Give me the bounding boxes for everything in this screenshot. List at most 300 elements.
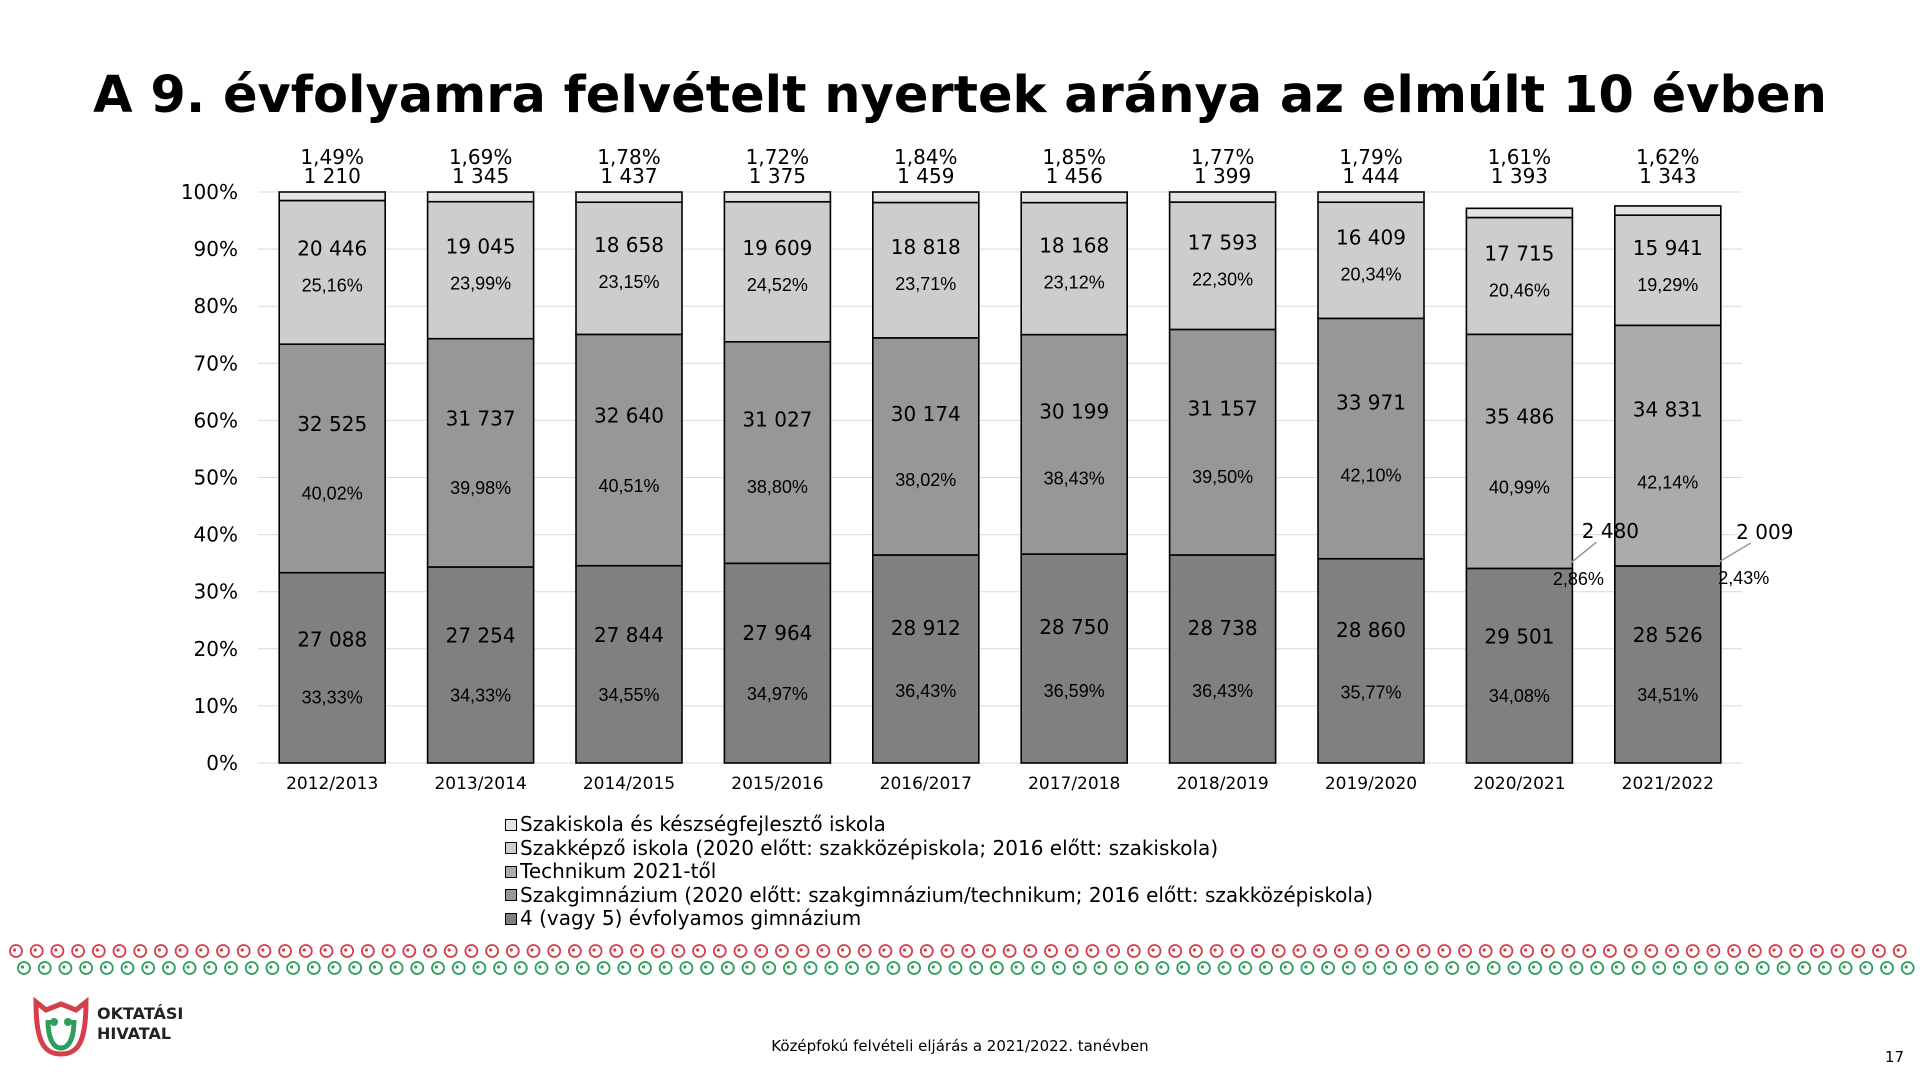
owl-pattern-icon xyxy=(176,945,188,957)
legend-item-szakgimnazium xyxy=(505,884,1373,908)
owl-pattern-icon xyxy=(411,962,423,974)
owl-pattern-icon xyxy=(639,962,651,974)
bar-segment-gimnazium xyxy=(279,573,385,763)
owl-pattern-icon xyxy=(1852,945,1864,957)
data-label-percent: 1,61% xyxy=(1487,145,1552,169)
owl-pattern-icon xyxy=(1115,962,1127,974)
owl-pattern-icon xyxy=(329,962,341,974)
bar-segment-szakkepzo xyxy=(1170,202,1276,329)
data-label-percent: 33,33% xyxy=(301,687,363,708)
owl-pattern-icon xyxy=(1322,962,1334,974)
owl-pattern-icon xyxy=(1231,945,1243,957)
owl-pattern-icon xyxy=(238,945,250,957)
data-label-percent: 34,55% xyxy=(598,684,660,705)
owl-pattern-icon xyxy=(942,945,954,957)
data-label-percent: 19,29% xyxy=(1637,274,1699,295)
owl-pattern-icon xyxy=(1542,945,1554,957)
bar-segment-szakiskola xyxy=(1170,192,1276,202)
owl-pattern-icon xyxy=(486,945,498,957)
owl-pattern-icon xyxy=(908,962,920,974)
owl-pattern-icon xyxy=(184,962,196,974)
data-label-count: 1 459 xyxy=(897,164,955,188)
data-label-percent: 1,49% xyxy=(300,145,364,169)
owl-pattern-icon xyxy=(1198,962,1210,974)
owl-pattern-icon xyxy=(300,945,312,957)
legend-label: Technikum 2021-től xyxy=(520,859,717,883)
data-label-percent: 1,62% xyxy=(1636,145,1700,169)
owl-pattern-icon xyxy=(859,945,871,957)
owl-pattern-icon xyxy=(258,945,270,957)
x-tick-label: 2020/2021 xyxy=(1473,774,1566,794)
data-label-percent: 23,15% xyxy=(598,272,660,293)
owl-pattern-icon xyxy=(1778,962,1790,974)
owl-pattern-icon xyxy=(1343,962,1355,974)
owl-pattern-icon xyxy=(1301,962,1313,974)
owl-pattern-icon xyxy=(1107,945,1119,957)
owl-pattern-icon xyxy=(1467,962,1479,974)
bar-segment-szakiskola xyxy=(1318,192,1424,202)
legend-swatch xyxy=(505,842,517,854)
bar-segment-szakgimnazium xyxy=(1170,329,1276,555)
owl-pattern-icon xyxy=(246,962,258,974)
data-label-percent: 1,69% xyxy=(448,145,513,169)
bar-segment-gimnazium xyxy=(1021,554,1127,763)
bar-segment-szakiskola xyxy=(1021,192,1127,203)
data-label-percent: 40,02% xyxy=(301,483,363,504)
data-label-percent: 42,10% xyxy=(1340,465,1402,486)
owl-pattern-icon xyxy=(391,962,403,974)
owl-pattern-icon xyxy=(631,945,643,957)
data-label-count: 30 174 xyxy=(890,401,961,426)
owl-pattern-icon xyxy=(680,962,692,974)
owl-pattern-icon xyxy=(1169,945,1181,957)
data-label-count: 27 254 xyxy=(445,623,516,648)
bar-segment-szakkepzo xyxy=(1615,215,1721,325)
data-label-percent: 40,51% xyxy=(598,475,660,496)
data-label-percent: 34,33% xyxy=(450,685,512,706)
owl-pattern-icon xyxy=(610,945,622,957)
owl-pattern-icon xyxy=(1508,962,1520,974)
owl-pattern-icon xyxy=(569,945,581,957)
owl-pattern-icon xyxy=(1405,962,1417,974)
owl-pattern-icon xyxy=(114,945,126,957)
data-label-count: 1 343 xyxy=(1639,164,1697,188)
decorative-owl-border xyxy=(0,937,1920,977)
owl-pattern-icon xyxy=(465,945,477,957)
bar-segment-szakkepzo xyxy=(724,202,830,342)
callout-leader-line xyxy=(1719,543,1751,562)
owl-pattern-icon xyxy=(1426,962,1438,974)
data-label-count: 27 844 xyxy=(594,622,664,647)
bar-segment-szakiskola xyxy=(576,192,682,202)
owl-pattern-icon xyxy=(1529,962,1541,974)
y-tick-label: 10% xyxy=(193,693,238,718)
bar-segment-gimnazium xyxy=(1318,559,1424,763)
owl-pattern-icon xyxy=(1190,945,1202,957)
owl-pattern-icon xyxy=(1157,962,1169,974)
owl-pattern-icon xyxy=(59,962,71,974)
owl-pattern-icon xyxy=(1583,945,1595,957)
owl-pattern-icon xyxy=(528,945,540,957)
owl-pattern-icon xyxy=(225,962,237,974)
legend-swatch xyxy=(505,819,517,831)
owl-pattern-icon xyxy=(1260,962,1272,974)
owl-pattern-icon xyxy=(1066,945,1078,957)
data-label-count: 1 345 xyxy=(451,164,510,188)
bar-segment-gimnazium xyxy=(576,566,682,763)
owl-pattern-icon xyxy=(735,945,747,957)
owl-pattern-icon xyxy=(1004,945,1016,957)
callout-percent-label: 2,43% xyxy=(1718,568,1770,589)
owl-pattern-icon xyxy=(101,962,113,974)
data-label-count: 35 486 xyxy=(1484,404,1555,429)
owl-pattern-icon xyxy=(1012,962,1024,974)
owl-pattern-icon xyxy=(1053,962,1065,974)
data-label-percent: 34,08% xyxy=(1488,685,1550,706)
owl-pattern-icon xyxy=(701,962,713,974)
y-tick-label: 80% xyxy=(193,294,238,319)
bar-segment-szakiskola xyxy=(1615,206,1721,215)
owl-pattern-icon xyxy=(1840,962,1852,974)
data-label-percent: 25,16% xyxy=(301,275,363,296)
owl-pattern-icon xyxy=(1273,945,1285,957)
owl-pattern-icon xyxy=(1790,945,1802,957)
slide-title: A 9. évfolyamra felvételt nyertek aránya az elmúlt 10 évben xyxy=(93,66,1827,125)
y-tick-label: 30% xyxy=(193,579,238,604)
data-label-percent: 42,14% xyxy=(1637,472,1699,493)
owl-pattern-icon xyxy=(1074,962,1086,974)
owl-pattern-icon xyxy=(1384,962,1396,974)
owl-pattern-icon xyxy=(1136,962,1148,974)
owl-pattern-icon xyxy=(1633,962,1645,974)
bar-segment-szakgimnazium xyxy=(1318,318,1424,558)
owl-pattern-icon xyxy=(1653,962,1665,974)
owl-pattern-icon xyxy=(142,962,154,974)
data-label-count: 1 456 xyxy=(1045,164,1103,188)
owl-pattern-icon xyxy=(445,945,457,957)
owl-pattern-icon xyxy=(962,945,974,957)
owl-pattern-icon xyxy=(1086,945,1098,957)
owl-pattern-icon xyxy=(838,945,850,957)
legend-swatch xyxy=(505,913,517,925)
owl-pattern-icon xyxy=(1749,945,1761,957)
owl-pattern-icon xyxy=(598,962,610,974)
owl-pattern-icon xyxy=(1293,945,1305,957)
bar-segment-szakiskola xyxy=(428,192,534,202)
owl-pattern-icon xyxy=(900,945,912,957)
owl-pattern-icon xyxy=(784,962,796,974)
owl-pattern-icon xyxy=(1811,945,1823,957)
data-label-count: 20 446 xyxy=(297,236,368,261)
owl-pattern-icon xyxy=(494,962,506,974)
owl-pattern-icon xyxy=(797,945,809,957)
bar-segment-technikum xyxy=(1466,334,1572,568)
owl-pattern-icon xyxy=(515,962,527,974)
data-label-count: 31 737 xyxy=(445,406,516,431)
owl-pattern-icon xyxy=(1438,945,1450,957)
data-label-percent: 1,79% xyxy=(1339,145,1403,169)
x-tick-label: 2016/2017 xyxy=(879,774,972,794)
owl-pattern-icon xyxy=(590,945,602,957)
data-label-percent: 1,72% xyxy=(745,145,810,169)
data-label-count: 15 941 xyxy=(1632,235,1703,260)
owl-pattern-icon xyxy=(383,945,395,957)
data-label-count: 29 501 xyxy=(1484,624,1555,649)
owl-pattern-icon xyxy=(1281,962,1293,974)
owl-pattern-icon xyxy=(1832,945,1844,957)
owl-pattern-icon xyxy=(867,962,879,974)
owl-pattern-icon xyxy=(10,945,22,957)
owl-pattern-icon xyxy=(672,945,684,957)
data-label-percent: 22,30% xyxy=(1192,269,1254,290)
owl-pattern-icon xyxy=(163,962,175,974)
owl-pattern-icon xyxy=(1860,962,1872,974)
logo-line-2: HIVATAL xyxy=(97,1024,172,1043)
bar-segment-szakkepzo xyxy=(576,202,682,334)
owl-pattern-icon xyxy=(266,962,278,974)
data-label-percent: 20,46% xyxy=(1488,280,1550,301)
owl-pattern-icon xyxy=(31,945,43,957)
owl-pattern-icon xyxy=(1591,962,1603,974)
x-tick-label: 2021/2022 xyxy=(1621,774,1714,794)
owl-pattern-icon xyxy=(652,945,664,957)
y-tick-label: 50% xyxy=(193,465,238,490)
data-label-percent: 36,43% xyxy=(1192,681,1254,702)
owl-pattern-icon xyxy=(618,962,630,974)
data-label-count: 18 818 xyxy=(890,234,961,259)
owl-pattern-icon xyxy=(51,945,63,957)
bar-segment-szakkepzo xyxy=(279,201,385,345)
owl-pattern-icon xyxy=(1446,962,1458,974)
x-tick-label: 2018/2019 xyxy=(1176,774,1269,794)
owl-pattern-icon xyxy=(403,945,415,957)
legend-label: Szakgimnázium (2020 előtt: szakgimnázium/technikum; 2016 előtt: szakközépiskola) xyxy=(520,882,1374,907)
y-tick-label: 90% xyxy=(193,237,238,262)
bar-segment-szakkepzo xyxy=(1466,218,1572,335)
owl-pattern-icon xyxy=(1902,962,1914,974)
data-label-count: 1 437 xyxy=(600,164,658,188)
owl-pattern-icon xyxy=(1219,962,1231,974)
owl-pattern-icon xyxy=(1252,945,1264,957)
owl-pattern-icon xyxy=(1521,945,1533,957)
data-label-count: 32 525 xyxy=(297,412,368,437)
owl-pattern-icon xyxy=(714,945,726,957)
data-label-percent: 36,43% xyxy=(895,681,957,702)
data-label-percent: 1,84% xyxy=(894,145,958,169)
owl-pattern-icon xyxy=(1045,945,1057,957)
owl-pattern-icon xyxy=(1094,962,1106,974)
data-label-count: 28 526 xyxy=(1632,622,1703,647)
bar-segment-szakiskola xyxy=(279,192,385,201)
owl-pattern-icon xyxy=(743,962,755,974)
legend-swatch xyxy=(505,889,517,901)
owl-pattern-icon xyxy=(204,962,216,974)
owl-pattern-icon xyxy=(1376,945,1388,957)
owl-pattern-icon xyxy=(1604,945,1616,957)
owl-pattern-icon xyxy=(1500,945,1512,957)
owl-pattern-icon xyxy=(1211,945,1223,957)
owl-pattern-icon xyxy=(453,962,465,974)
data-label-percent: 39,98% xyxy=(450,478,512,499)
bar-segment-szakgimnazium xyxy=(1021,335,1127,554)
data-label-percent: 38,02% xyxy=(895,470,957,491)
data-label-count: 16 409 xyxy=(1336,225,1406,250)
owl-pattern-icon xyxy=(1571,962,1583,974)
data-label-percent: 38,43% xyxy=(1043,468,1105,489)
bar-segment-szakiskola xyxy=(873,192,979,203)
owl-pattern-icon xyxy=(1715,962,1727,974)
legend-item-szakiskola xyxy=(505,813,1373,837)
owl-pattern-icon xyxy=(1397,945,1409,957)
owl-pattern-icon xyxy=(1707,945,1719,957)
owl-pattern-icon xyxy=(1728,945,1740,957)
owl-pattern-icon xyxy=(879,945,891,957)
legend-item-technikum xyxy=(505,860,1373,884)
bar-segment-szakgimnazium xyxy=(576,334,682,565)
owl-pattern-icon xyxy=(1666,945,1678,957)
data-label-count: 18 168 xyxy=(1039,233,1110,258)
owl-pattern-icon xyxy=(1695,962,1707,974)
owl-pattern-icon xyxy=(693,945,705,957)
owl-pattern-icon xyxy=(424,945,436,957)
owl-pattern-icon xyxy=(1149,945,1161,957)
callout-count-label: 2 480 xyxy=(1581,519,1640,544)
data-label-count: 31 157 xyxy=(1187,396,1258,421)
owl-pattern-icon xyxy=(39,962,51,974)
owl-pattern-icon xyxy=(370,962,382,974)
bar-segment-szakkepzo xyxy=(1021,203,1127,335)
data-label-count: 27 964 xyxy=(742,621,813,646)
data-label-count: 33 971 xyxy=(1336,390,1406,415)
owl-pattern-icon xyxy=(1480,945,1492,957)
bar-segment-szakiskola xyxy=(724,192,830,202)
bar-segment-szakiskola xyxy=(1466,208,1572,217)
owl-pattern-icon xyxy=(1798,962,1810,974)
data-label-percent: 23,99% xyxy=(450,273,512,294)
owl-pattern-icon xyxy=(1024,945,1036,957)
data-label-percent: 38,80% xyxy=(746,476,808,497)
owl-pattern-icon xyxy=(196,945,208,957)
data-label-count: 28 738 xyxy=(1187,615,1258,640)
callout-percent-label: 2,86% xyxy=(1552,569,1604,590)
data-label-count: 28 860 xyxy=(1336,618,1406,643)
owl-pattern-icon xyxy=(1364,962,1376,974)
owl-pattern-icon xyxy=(991,962,1003,974)
owl-pattern-icon xyxy=(1674,962,1686,974)
owl-pattern-icon xyxy=(1873,945,1885,957)
data-label-percent: 39,50% xyxy=(1192,467,1254,488)
data-label-count: 34 831 xyxy=(1632,397,1703,422)
bar-segment-gimnazium xyxy=(873,555,979,763)
data-label-count: 17 715 xyxy=(1484,241,1555,266)
owl-pattern-icon xyxy=(1418,945,1430,957)
bar-segment-szakgimnazium xyxy=(279,344,385,573)
callout-count-label: 2 009 xyxy=(1736,520,1794,545)
data-label-percent: 34,51% xyxy=(1637,685,1699,706)
legend-item-gimnazium xyxy=(505,907,1373,931)
y-tick-label: 20% xyxy=(193,636,238,661)
data-label-count: 32 640 xyxy=(594,403,664,428)
bar-segment-gimnazium xyxy=(428,567,534,763)
owl-pattern-icon xyxy=(660,962,672,974)
x-tick-label: 2012/2013 xyxy=(286,774,379,794)
owl-pattern-icon xyxy=(134,945,146,957)
bar-segment-szakkepzo xyxy=(873,203,979,338)
owl-pattern-icon xyxy=(763,962,775,974)
owl-pattern-icon xyxy=(1736,962,1748,974)
owl-pattern-icon xyxy=(1687,945,1699,957)
owl-pattern-icon xyxy=(217,945,229,957)
owl-pattern-icon xyxy=(577,962,589,974)
owl-pattern-icon xyxy=(929,962,941,974)
data-label-count: 28 912 xyxy=(890,615,961,640)
owl-pattern-icon xyxy=(805,962,817,974)
owl-pattern-icon xyxy=(1314,945,1326,957)
owl-pattern-icon xyxy=(122,962,134,974)
bar-segment-szakgimnazium xyxy=(724,342,830,564)
owl-pattern-icon xyxy=(817,945,829,957)
owl-pattern-icon xyxy=(950,962,962,974)
y-tick-label: 40% xyxy=(193,522,238,547)
data-label-count: 17 593 xyxy=(1187,230,1258,255)
data-label-count: 30 199 xyxy=(1039,399,1110,424)
owl-pattern-icon xyxy=(1177,962,1189,974)
page-number: 17 xyxy=(1884,1048,1904,1066)
owl-pattern-icon xyxy=(1356,945,1368,957)
owl-pattern-icon xyxy=(1563,945,1575,957)
owl-pattern-icon xyxy=(473,962,485,974)
owl-pattern-icon xyxy=(1550,962,1562,974)
data-label-percent: 23,12% xyxy=(1043,272,1105,293)
data-label-count: 1 444 xyxy=(1342,164,1400,188)
x-tick-label: 2014/2015 xyxy=(582,774,676,794)
owl-pattern-icon xyxy=(1881,962,1893,974)
y-tick-label: 100% xyxy=(180,180,238,204)
owl-pattern-icon xyxy=(983,945,995,957)
data-label-percent: 34,97% xyxy=(746,684,808,705)
bar-segment-szakgimnazium xyxy=(873,338,979,555)
x-tick-label: 2015/2016 xyxy=(731,774,824,794)
owl-pattern-icon xyxy=(287,962,299,974)
owl-pattern-icon xyxy=(1819,962,1831,974)
owl-pattern-icon xyxy=(1335,945,1347,957)
data-label-percent: 35,77% xyxy=(1340,682,1402,703)
y-tick-label: 0% xyxy=(206,751,238,775)
owl-pattern-icon xyxy=(846,962,858,974)
bar-segment-szakgimnazium xyxy=(428,339,534,567)
owl-pattern-icon xyxy=(970,962,982,974)
data-label-percent: 36,59% xyxy=(1043,680,1105,701)
owl-pattern-icon xyxy=(308,962,320,974)
owl-pattern-icon xyxy=(349,962,361,974)
data-label-percent: 23,71% xyxy=(895,273,957,294)
owl-pattern-icon xyxy=(887,962,899,974)
owl-pattern-icon xyxy=(1770,945,1782,957)
data-label-count: 19 609 xyxy=(742,236,813,261)
owl-pattern-icon xyxy=(1459,945,1471,957)
data-label-percent: 20,34% xyxy=(1340,264,1402,285)
owl-pattern-icon xyxy=(1625,945,1637,957)
logo-line-1: OKTATÁSI xyxy=(97,1004,184,1023)
owl-pattern-icon xyxy=(556,962,568,974)
footer-note: Középfokú felvételi eljárás a 2021/2022. tanévben xyxy=(771,1037,1149,1055)
owl-pattern-icon xyxy=(279,945,291,957)
bar-segment-szakkepzo xyxy=(428,202,534,339)
owl-pattern-icon xyxy=(80,962,92,974)
owl-pattern-icon xyxy=(18,962,30,974)
owl-pattern-icon xyxy=(1894,945,1906,957)
legend-label: Szakképző iskola (2020 előtt: szakközépiskola; 2016 előtt: szakiskola) xyxy=(520,835,1219,860)
